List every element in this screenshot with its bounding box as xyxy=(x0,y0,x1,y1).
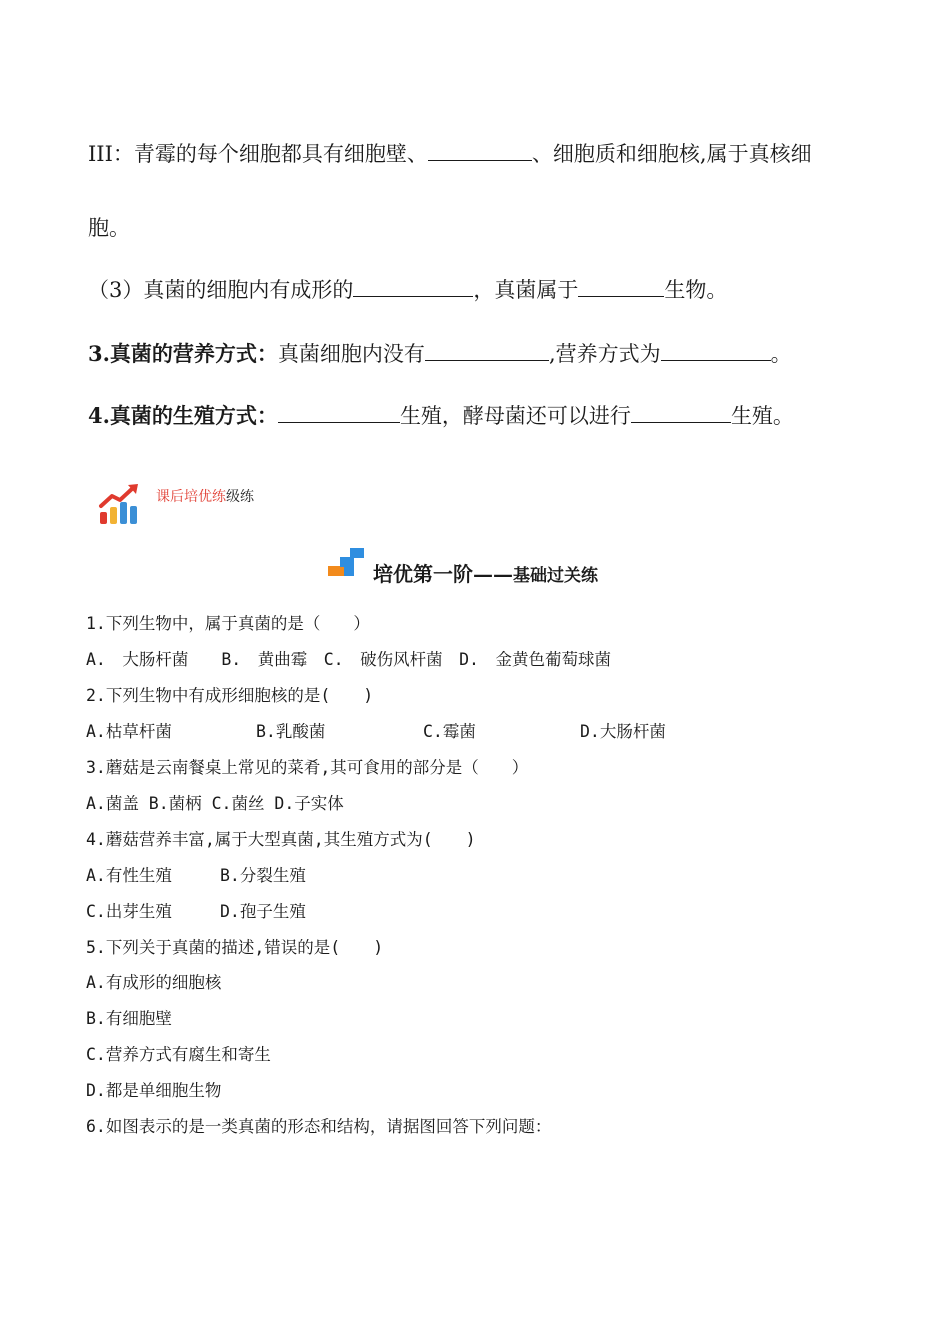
item3-text-b: ，真菌属于 xyxy=(473,278,579,302)
question-5-option-c: C.营养方式有腐生和寄生 xyxy=(86,1045,271,1064)
question-2-option-c: C.霉菌 xyxy=(423,722,476,741)
question-5-option-a: A.有成形的细胞核 xyxy=(86,973,222,992)
question-5-option-d: D.都是单细胞生物 xyxy=(86,1081,222,1100)
section-title-big: 培优第一阶—— xyxy=(373,562,513,586)
part3-line-2: 胞。 xyxy=(88,216,130,240)
reproduction-text-a: 生殖，酵母菌还可以进行 xyxy=(399,404,631,428)
reproduction-line xyxy=(88,400,794,430)
stairs-icon xyxy=(328,546,370,578)
nutrition-label: 3.真菌的营养方式： xyxy=(88,341,278,366)
after-class-label-black: 级练 xyxy=(226,488,254,504)
question-2-option-a: A.枯草杆菌 xyxy=(86,722,172,741)
question-4-option-a: A.有性生殖 xyxy=(86,866,172,885)
question-5-option-b: B.有细胞壁 xyxy=(86,1009,172,1028)
section-title-small: 基础过关练 xyxy=(513,566,598,586)
after-class-label xyxy=(156,486,254,506)
blank-budding[interactable] xyxy=(631,403,731,423)
growth-chart-icon xyxy=(98,482,144,526)
question-3: 3.蘑菇是云南餐桌上常见的菜肴,其可食用的部分是（ ） xyxy=(86,758,529,777)
blank-nutrition-mode[interactable] xyxy=(661,341,771,361)
question-3-options: A.菌盖 B.菌柄 C.菌丝 D.子实体 xyxy=(86,794,344,813)
item3-text-a: （3）真菌的细胞内有成形的 xyxy=(88,278,354,302)
nutrition-text-c: 。 xyxy=(770,342,792,366)
reproduction-text-b: 生殖。 xyxy=(730,404,794,428)
item3-text-c: 生物。 xyxy=(664,278,728,302)
nutrition-text-b: ,营养方式为 xyxy=(548,342,661,366)
blank-chloroplast[interactable] xyxy=(425,341,549,361)
question-4-option-b: B.分裂生殖 xyxy=(220,866,306,885)
question-6: 6.如图表示的是一类真菌的形态和结构，请据图回答下列问题： xyxy=(86,1117,552,1136)
question-4: 4.蘑菇营养丰富,属于大型真菌,其生殖方式为( ) xyxy=(86,830,476,849)
part3-text-b: 、细胞质和细胞核,属于真核细 xyxy=(531,142,812,166)
blank-spore[interactable] xyxy=(278,403,400,423)
blank-organism-type[interactable] xyxy=(578,277,664,297)
question-5: 5.下列关于真菌的描述,错误的是( ) xyxy=(86,938,384,957)
item3-line xyxy=(88,274,727,304)
blank-cell-membrane[interactable] xyxy=(428,141,532,161)
question-1-options: A. 大肠杆菌 B. 黄曲霉 C. 破伤风杆菌 D. 金黄色葡萄球菌 xyxy=(86,650,611,669)
part3-line xyxy=(88,138,812,168)
blank-nucleus[interactable] xyxy=(353,277,473,297)
question-1: 1.下列生物中，属于真菌的是（ ） xyxy=(86,614,370,633)
nutrition-line xyxy=(88,338,792,368)
reproduction-label: 4.真菌的生殖方式： xyxy=(88,403,278,428)
after-class-label-red: 课后培优练 xyxy=(156,488,226,504)
question-2: 2.下列生物中有成形细胞核的是( ) xyxy=(86,686,374,705)
question-2-option-b: B.乳酸菌 xyxy=(256,722,326,741)
part3-text-a: III：青霉的每个细胞都具有细胞壁、 xyxy=(88,142,428,166)
question-4-option-c: C.出芽生殖 xyxy=(86,902,172,921)
nutrition-text-a: 真菌细胞内没有 xyxy=(277,342,425,366)
question-2-option-d: D.大肠杆菌 xyxy=(580,722,666,741)
question-4-option-d: D.孢子生殖 xyxy=(220,902,306,921)
section-title xyxy=(373,558,598,587)
